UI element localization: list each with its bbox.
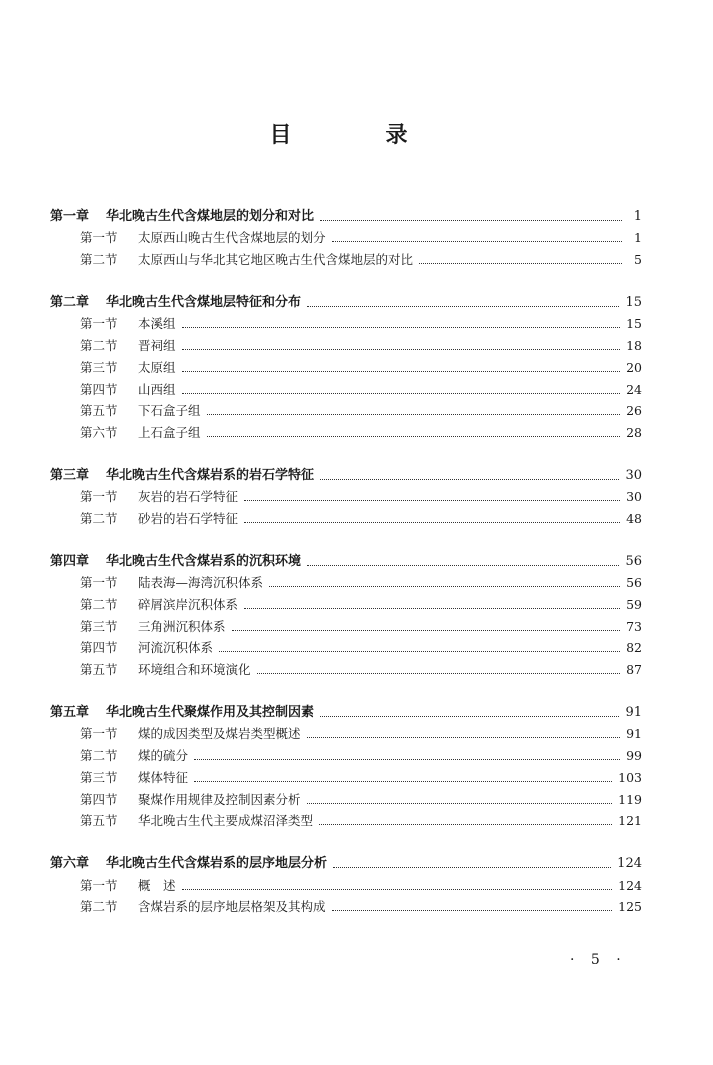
section-title: 聚煤作用规律及控制因素分析 [138,791,301,807]
page-ref: 125 [618,899,642,915]
page-ref: 56 [625,553,642,569]
section-title: 煤的成因类型及煤岩类型概述 [138,726,301,742]
section-number: 第五节 [80,403,118,419]
section-number: 第五节 [80,662,118,678]
page-ref: 59 [626,597,642,612]
chapter-block [50,289,642,441]
dot-leader [244,521,620,523]
toc-section-entry[interactable] [50,656,642,678]
toc-section-entry[interactable] [50,613,642,635]
section-title: 太原西山晚古生代含煤地层的划分 [138,230,326,246]
toc-section-entry[interactable] [50,398,642,420]
section-title: 山西组 [138,381,176,397]
section-title: 下石盒子组 [138,403,201,419]
chapter-number: 第三章 [50,467,90,483]
page-ref: 73 [626,618,642,634]
section-title: 三角洲沉积体系 [138,618,226,634]
section-number: 第四节 [80,791,118,807]
chapter-number: 第四章 [50,553,90,569]
section-number: 第一节 [80,726,118,742]
dot-leader [320,715,619,717]
section-number: 第三节 [80,618,118,634]
toc-section-entry[interactable] [50,225,642,247]
chapter-number: 第二章 [50,294,90,310]
section-title: 灰岩的岩石学特征 [138,489,239,505]
page-ref: 20 [626,359,642,375]
chapter-title: 华北晚古生代含煤地层的划分和对比 [106,208,315,224]
toc-section-entry[interactable] [50,894,642,916]
toc-chapter-entry[interactable] [50,548,642,570]
section-number: 第四节 [80,381,118,397]
dot-leader [219,650,620,652]
chapter-title: 华北晚古生代含煤岩系的层序地层分析 [106,855,328,871]
dot-leader [194,758,620,760]
toc-section-entry[interactable] [50,742,642,764]
section-number: 第二节 [80,597,118,612]
section-number: 第三节 [80,359,118,375]
section-number: 第一节 [80,230,118,246]
toc-section-entry[interactable] [50,505,642,527]
toc-section-entry[interactable] [50,872,642,894]
page-ref: 87 [626,662,642,678]
page-ref: 26 [626,403,642,419]
chapter-number: 第六章 [50,855,90,871]
dot-leader [194,780,612,782]
section-number: 第六节 [80,424,118,440]
chapter-title: 华北晚古生代含煤地层特征和分布 [106,294,302,310]
chapter-title: 华北晚古生代含煤岩系的岩石学特征 [106,467,315,483]
page-ref: 124 [617,855,642,871]
dot-leader [232,629,621,631]
chapter-title: 华北晚古生代聚煤作用及其控制因素 [106,704,315,720]
section-number: 第一节 [80,877,118,893]
dot-leader [332,909,613,911]
section-number: 第二节 [80,510,118,526]
section-title: 晋祠组 [138,338,176,354]
section-number: 第四节 [80,640,118,656]
dot-leader [244,607,620,609]
page-ref: 30 [626,489,642,505]
section-number: 第五节 [80,813,118,829]
chapter-block [50,462,642,527]
dot-leader [307,802,613,804]
dot-leader [333,866,611,868]
page-ref: 103 [618,769,642,785]
section-title: 含煤岩系的层序地层格架及其构成 [138,899,326,915]
page-ref: 91 [626,726,642,742]
chapter-title: 华北晚古生代含煤岩系的沉积环境 [106,553,302,569]
dot-leader [182,370,621,372]
toc-section-entry[interactable] [50,311,642,333]
page-ref: 48 [626,510,642,526]
section-title: 上石盒子组 [138,424,201,440]
toc-section-entry[interactable] [50,635,642,657]
toc-section-entry[interactable] [50,246,642,268]
toc-section-entry[interactable] [50,484,642,506]
section-title: 河流沉积体系 [138,640,214,656]
toc-section-entry[interactable] [50,786,642,808]
toc-chapter-entry[interactable] [50,850,642,872]
page-ref: 56 [626,575,642,591]
chapter-block [50,203,642,268]
page-ref: 1 [633,208,642,224]
page-ref: 119 [618,791,642,807]
toc-chapter-entry[interactable] [50,462,642,484]
page-ref: 18 [626,338,642,354]
section-number: 第二节 [80,338,118,354]
chapter-block [50,548,642,678]
page-ref: 5 [634,252,642,268]
chapter-block [50,699,642,829]
section-title: 华北晚古生代主要成煤沼泽类型 [138,813,314,829]
chapter-number: 第一章 [50,208,90,224]
dot-leader [307,736,621,738]
dot-leader [182,348,621,350]
page-ref: 99 [626,748,642,764]
page-ref: 24 [626,381,642,397]
section-number: 第一节 [80,316,118,332]
toc-section-entry[interactable] [50,764,642,786]
section-title: 本溪组 [138,316,176,332]
section-title: 砂岩的岩石学特征 [138,510,239,526]
dot-leader [320,219,622,221]
dot-leader [182,888,613,890]
toc-section-entry[interactable] [50,591,642,613]
dot-leader [319,823,612,825]
page-ref: 15 [625,294,642,310]
dot-leader [419,262,622,264]
section-number: 第一节 [80,489,118,505]
page-ref: 121 [618,813,642,829]
section-number: 第二节 [80,252,118,268]
section-number: 第二节 [80,748,118,764]
dot-leader [182,392,621,394]
section-title: 碎屑滨岸沉积体系 [138,597,239,612]
toc-section-entry[interactable] [50,419,642,441]
toc-section-entry[interactable] [50,570,642,592]
section-number: 第一节 [80,575,118,591]
page-ref: 30 [625,467,642,483]
section-title: 太原组 [138,359,176,375]
page-ref: 82 [626,640,642,656]
page-ref: 1 [634,230,642,246]
dot-leader [307,305,619,307]
table-of-contents [50,203,642,936]
section-title: 陆表海—海湾沉积体系 [138,575,264,591]
page-ref: 91 [625,704,642,720]
toc-chapter-entry[interactable] [50,289,642,311]
section-title: 环境组合和环境演化 [138,662,251,678]
section-title: 太原西山与华北其它地区晚古生代含煤地层的对比 [138,252,414,268]
toc-chapter-entry[interactable] [50,203,642,225]
dot-leader [207,413,621,415]
dot-leader [244,499,620,501]
chapter-number: 第五章 [50,704,90,720]
section-number: 第二节 [80,899,118,915]
chapter-block [50,850,642,915]
toc-section-entry[interactable] [50,721,642,743]
dot-leader [320,478,619,480]
page-ref: 15 [626,316,642,332]
dot-leader [207,435,621,437]
page-ref: 124 [618,877,642,893]
section-title: 煤的硫分 [138,748,189,764]
page-number: · 5 · [570,952,627,968]
toc-chapter-entry[interactable] [50,699,642,721]
page-title: 目 录 [269,122,444,148]
section-title: 概 述 [138,877,176,893]
page-ref: 28 [626,424,642,440]
dot-leader [332,240,622,242]
toc-section-entry[interactable] [50,376,642,398]
section-number: 第三节 [80,769,118,785]
toc-section-entry[interactable] [50,354,642,376]
toc-section-entry[interactable] [50,332,642,354]
toc-section-entry[interactable] [50,808,642,830]
dot-leader [257,672,621,674]
dot-leader [307,564,619,566]
dot-leader [269,585,620,587]
dot-leader [182,326,621,328]
section-title: 煤体特征 [138,769,189,785]
